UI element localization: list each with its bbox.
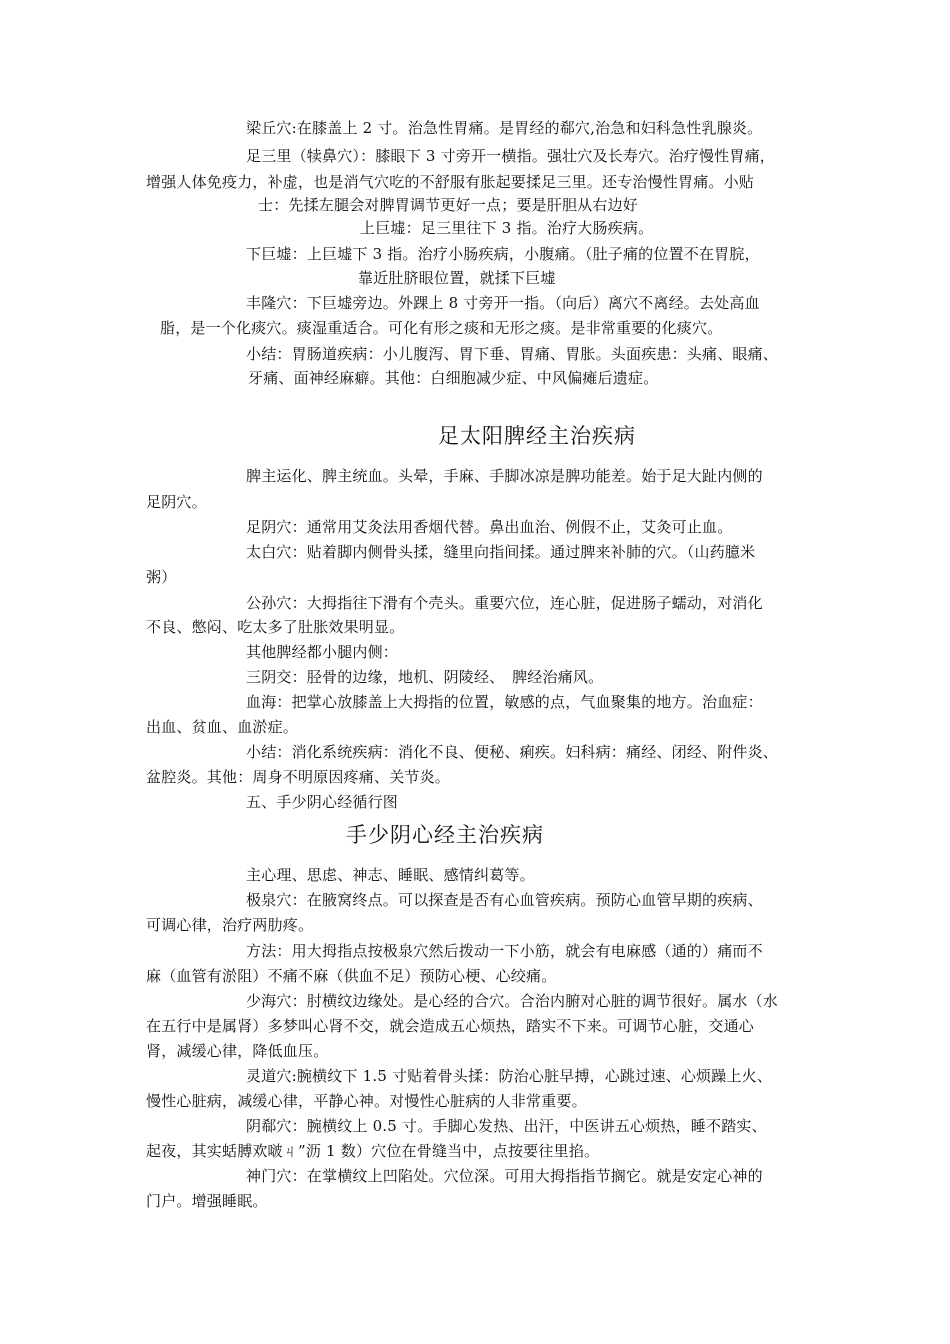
paragraph-line: 肾，减缓心律，降低血压。 [146,1042,329,1060]
paragraph-line: 麻（血管有淤阻）不痛不麻（供血不足）预防心梗、心绞痛。 [146,967,557,985]
section-heading: 足太阳脾经主治疾病 [438,424,636,448]
paragraph-line: 足阴穴。 [146,493,207,511]
paragraph-line: 小结：消化系统疾病：消化不良、便秘、痢疾。妇科病：痛经、闭经、附件炎、 [246,743,779,761]
paragraph-line: 小结：胃肠道疾病：小儿腹泻、胃下垂、胃痛、胃胀。头面疾患：头痛、眼痛、 [246,345,779,363]
paragraph-line: 增强人体免疫力，补虚，也是消气穴吃的不舒服有胀起要揉足三里。还专治慢性胃痛。小贴 [146,173,755,191]
paragraph-line: 脂，是一个化痰穴。痰湿重适合。可化有形之痰和无形之痰。是非常重要的化痰穴。 [160,319,723,337]
paragraph-line: 不良、憋闷、吃太多了肚胀效果明显。 [146,618,405,636]
paragraph-line: 神门穴：在掌横纹上凹陷处。穴位深。可用大拇指指节搁它。就是安定心神的 [246,1167,763,1185]
paragraph-line: 粥） [146,568,177,586]
paragraph-line: 慢性心脏病，减缓心律，平静心神。对慢性心脏病的人非常重要。 [146,1092,587,1110]
paragraph-line: 血海：把掌心放膝盖上大拇指的位置，敏感的点，气血聚集的地方。治血症： [246,693,763,711]
paragraph-line: 牙痛、面神经麻癖。其他：白细胞减少症、中风偏瘫后遗症。 [248,369,659,387]
paragraph-line: 五、手少阴心经循行图 [246,793,399,811]
paragraph-line: 梁丘穴:在膝盖上 2 寸。治急性胃痛。是胃经的郗穴,治急和妇科急性乳腺炎。 [246,119,763,137]
paragraph-line: 盆腔炎。其他：周身不明原因疼痛、关节炎。 [146,768,451,786]
paragraph-line: 三阴交：胫骨的边缘，地机、阴陵经、 脾经治痛风。 [246,668,604,686]
paragraph-line: 方法：用大拇指点按极泉穴然后拨动一下小筋，就会有电麻感（通的）痛而不 [246,942,763,960]
paragraph-line: 起夜，其实蛞膊欢啵ㄐ”沥 1 数）穴位在骨缝当中，点按要往里掐。 [146,1142,600,1160]
paragraph-line: 脾主运化、脾主统血。头晕，手麻、手脚冰凉是脾功能差。始于足大趾内侧的 [246,467,763,485]
paragraph-line: 靠近肚脐眼位置，就揉下巨墟 [358,269,556,287]
paragraph-line: 少海穴：肘横纹边缘处。是心经的合穴。合治内腑对心脏的调节很好。属水（水 [246,992,779,1010]
paragraph-line: 灵道穴:腕横纹下 1.5 寸贴着骨头揉：防治心脏早搏，心跳过速、心烦躁上火、 [246,1067,773,1085]
paragraph-line: 公孙穴：大拇指往下滑有个壳头。重要穴位，连心脏，促进肠子蠕动，对消化 [246,594,763,612]
paragraph-line: 阴郗穴：腕横纹上 0.5 寸。手脚心发热、出汗，中医讲五心烦热，睡不踏实、 [246,1117,767,1135]
paragraph-line: 下巨墟：上巨墟下 3 指。治疗小肠疾病，小腹痛。（肚子痛的位置不在胃脘， [246,245,760,263]
paragraph-line: 在五行中是属肾）多梦叫心肾不交，就会造成五心烦热，踏实不下来。可调节心脏，交通心 [146,1017,755,1035]
paragraph-line: 可调心律，治疗两肋疼。 [146,916,314,934]
paragraph-line: 极泉穴：在腋窝终点。可以探查是否有心血管疾病。预防心血管早期的疾病、 [246,891,763,909]
paragraph-line: 足阴穴：通常用艾灸法用香烟代替。鼻出血治、例假不止，艾灸可止血。 [246,518,733,536]
paragraph-line: 门户。增强睡眠。 [146,1192,268,1210]
paragraph-line: 其他脾经都小腿内侧： [246,643,399,661]
paragraph-line: 出血、贫血、血淤症。 [146,718,299,736]
paragraph-line: 太白穴：贴着脚内侧骨头揉，缝里向指间揉。通过脾来补肺的穴。（山药臆米 [246,543,756,561]
paragraph-line: 上巨墟：足三里往下 3 指。治疗大肠疾病。 [360,219,654,237]
paragraph-line: 士：先揉左腿会对脾胃调节更好一点；要是肝胆从右边好 [258,196,639,214]
paragraph-line: 主心理、思虑、神志、睡眠、感情纠葛等。 [246,866,535,884]
section-heading: 手少阴心经主治疾病 [346,823,544,847]
paragraph-line: 足三里（犊鼻穴）：膝眼下 3 寸旁开一横指。强壮穴及长寿穴。治疗慢性胃痛， [246,147,775,165]
paragraph-line: 丰隆穴：下巨墟旁边。外踝上 8 寸旁开一指。（向后）离穴不离经。去处高血 [246,294,760,312]
